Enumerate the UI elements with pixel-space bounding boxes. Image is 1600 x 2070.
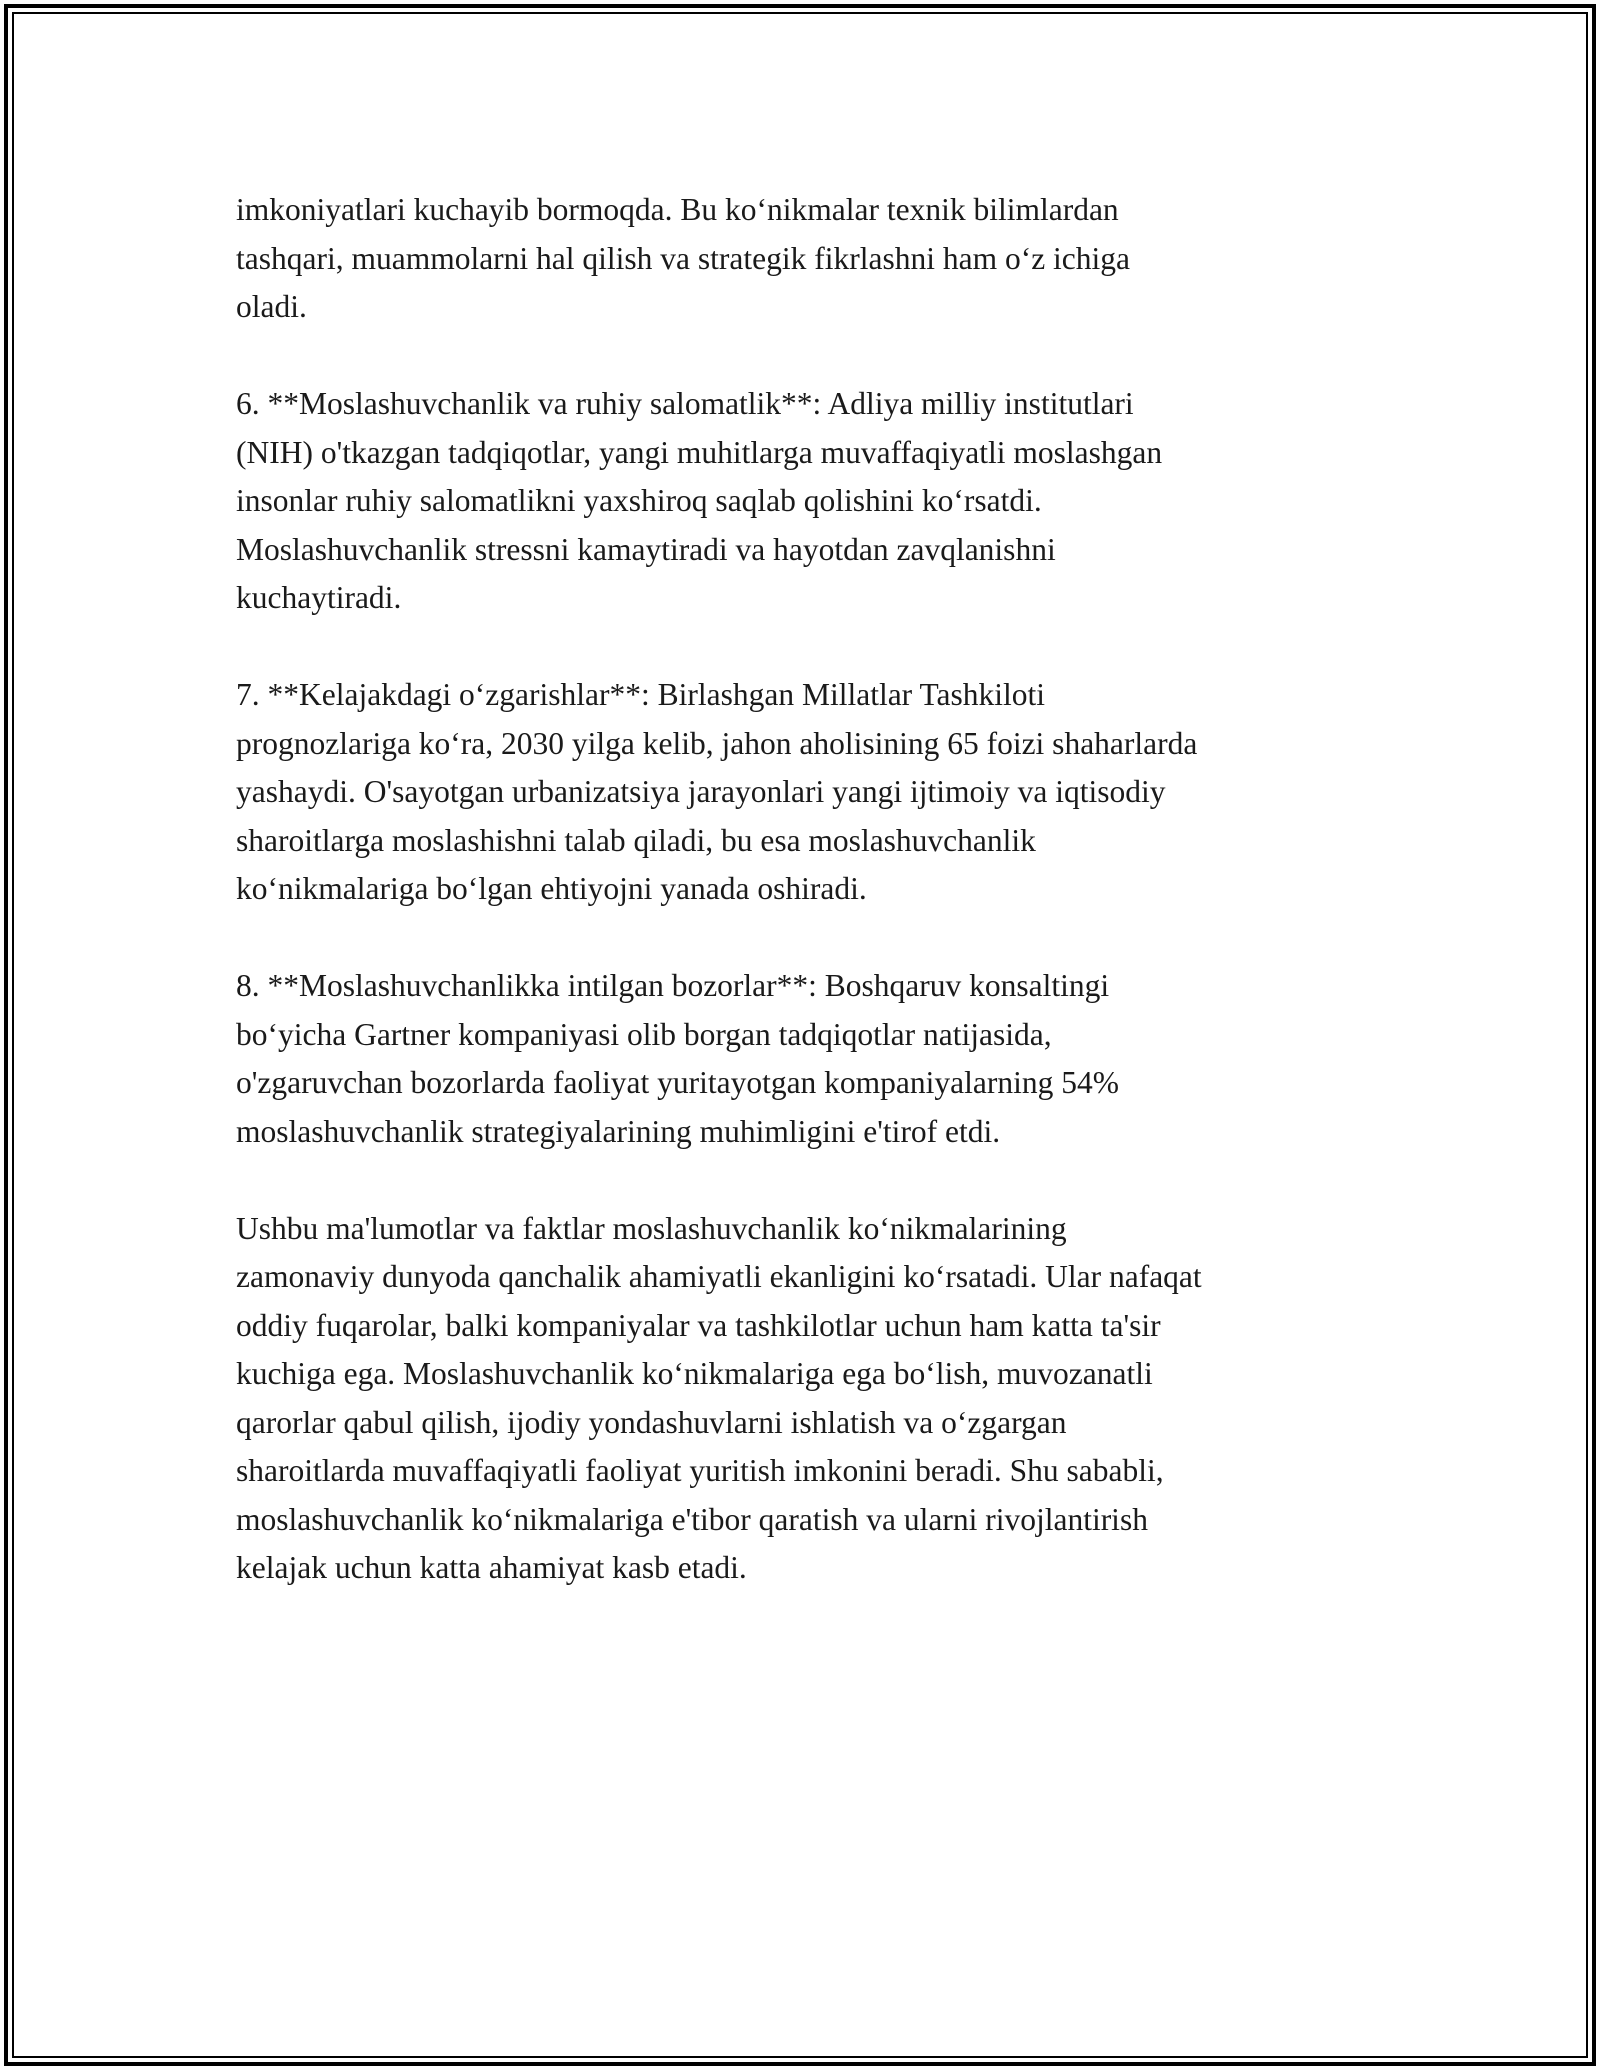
- text-line: Moslashuvchanlik stressni kamaytiradi va hayotdan zavqlanishni: [236, 531, 1056, 567]
- text-line: yashaydi. O'sayotgan urbanizatsiya jarayonlari yangi ijtimoiy va iqtisodiy: [236, 774, 1166, 809]
- paragraph-item-6: [236, 380, 1386, 623]
- text-line: 7. **Kelajakdagi o‘zgarishlar**: Birlashgan Millatlar Tashkiloti: [236, 677, 1046, 712]
- text-line: Ushbu ma'lumotlar va faktlar moslashuvchanlik ko‘nikmalarining: [236, 1210, 1067, 1246]
- text-line: zamonaviy dunyoda qanchalik ahamiyatli ekanligini ko‘rsatadi. Ular nafaqat: [236, 1259, 1202, 1294]
- paragraph-item-8: [236, 962, 1386, 1156]
- paragraph-spacer: [236, 332, 1386, 381]
- text-line: tashqari, muammolarni hal qilish va strategik fikrlashni ham o‘z ichiga: [236, 240, 1131, 276]
- text-line: prognozlariga ko‘ra, 2030 yilga kelib, jahon aholisining 65 foizi shaharlarda: [236, 725, 1198, 761]
- paragraph-spacer: [236, 1156, 1386, 1205]
- paragraph-spacer: [236, 914, 1386, 963]
- text-line: 6. **Moslashuvchanlik va ruhiy salomatlik**: Adliya milliy institutlari: [236, 386, 1134, 421]
- text-line: sharoitlarga moslashishni talab qiladi, bu esa moslashuvchanlik: [236, 822, 1036, 858]
- text-line: sharoitlarda muvaffaqiyatli faoliyat yuritish imkonini beradi. Shu sababli,: [236, 1453, 1164, 1488]
- text-line: 8. **Moslashuvchanlikka intilgan bozorlar**: Boshqaruv konsaltingi: [236, 968, 1110, 1003]
- paragraph-spacer: [236, 623, 1386, 672]
- text-line: moslashuvchanlik strategiyalarining muhimligini e'tirof etdi.: [236, 1113, 1001, 1149]
- paragraph-item-7: [236, 671, 1386, 914]
- text-line: o'zgaruvchan bozorlarda faoliyat yuritayotgan kompaniyalarning 54%: [236, 1065, 1119, 1100]
- text-line: (NIH) o'tkazgan tadqiqotlar, yangi muhitlarga muvaffaqiyatli moslashgan: [236, 434, 1163, 470]
- text-line: qarorlar qabul qilish, ijodiy yondashuvlarni ishlatish va o‘zgargan: [236, 1404, 1067, 1440]
- text-line: imkoniyatlari kuchayib bormoqda. Bu ko‘nikmalar texnik bilimlardan: [236, 192, 1119, 227]
- paragraph-conclusion: [236, 1205, 1386, 1593]
- text-line: oladi.: [236, 289, 307, 324]
- text-line: kuchaytiradi.: [236, 580, 402, 615]
- text-line: kelajak uchun katta ahamiyat kasb etadi.: [236, 1550, 747, 1585]
- text-line: oddiy fuqarolar, balki kompaniyalar va tashkilotlar uchun ham katta ta'sir: [236, 1307, 1161, 1343]
- text-line: moslashuvchanlik ko‘nikmalariga e'tibor qaratish va ularni rivojlantirish: [236, 1501, 1148, 1537]
- text-line: insonlar ruhiy salomatlikni yaxshiroq saqlab qolishini ko‘rsatdi.: [236, 483, 1042, 518]
- text-line: ko‘nikmalariga bo‘lgan ehtiyojni yanada oshiradi.: [236, 871, 867, 906]
- text-line: bo‘yicha Gartner kompaniyasi olib borgan tadqiqotlar natijasida,: [236, 1016, 1052, 1052]
- document-body: [236, 186, 1386, 1593]
- paragraph-intro-continuation: [236, 186, 1386, 332]
- text-line: kuchiga ega. Moslashuvchanlik ko‘nikmalariga ega bo‘lish, muvozanatli: [236, 1356, 1153, 1391]
